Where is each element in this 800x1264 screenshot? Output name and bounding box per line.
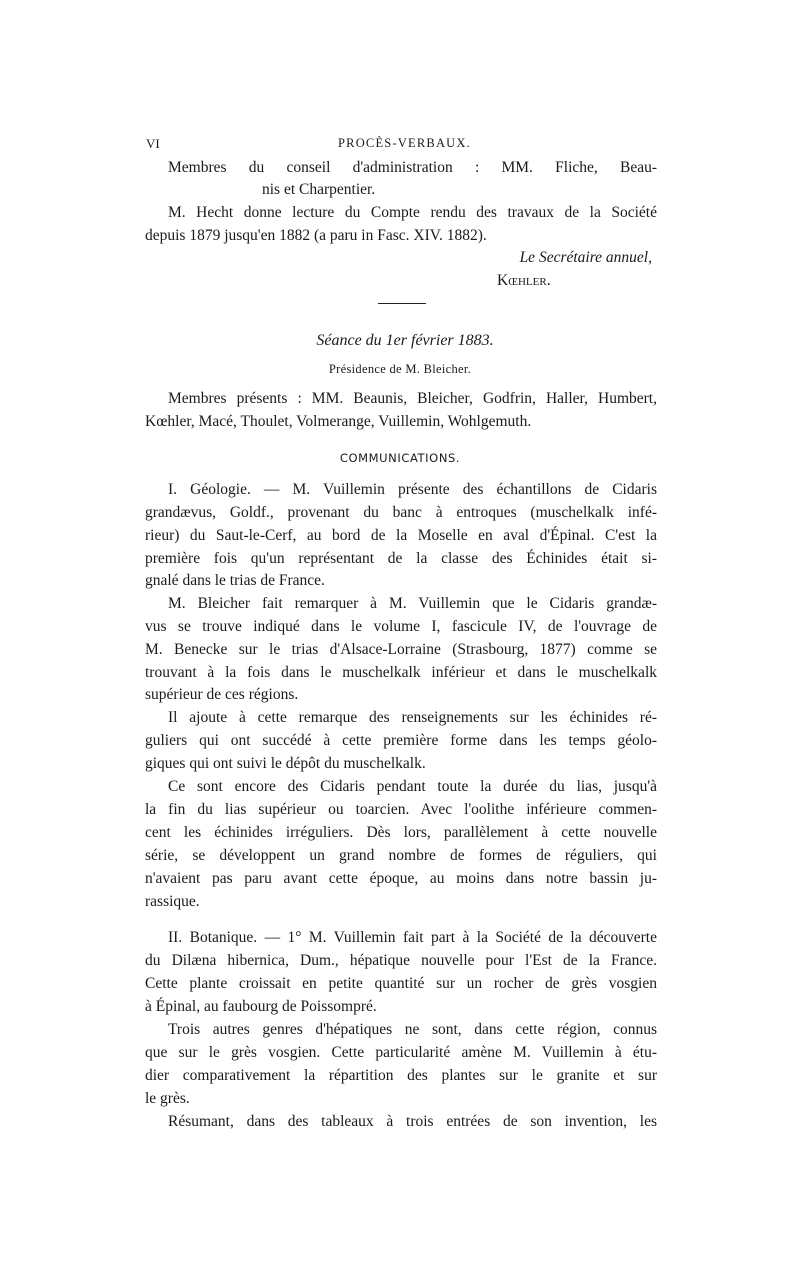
geologie-line: la fin du lias supérieur ou toarcien. Avec l'oolithe inférieure commen- (145, 801, 657, 818)
geologie-line: M. Bleicher fait remarquer à M. Vuillemin que le Cidaris grandæ- (168, 595, 657, 612)
presidence: Présidence de M. Bleicher. (328, 362, 472, 376)
geologie-line: série, se développent un grand nombre de formes de réguliers, qui (145, 847, 657, 864)
geologie-line: I. Géologie. — M. Vuillemin présente des échantillons de Cidaris (168, 481, 657, 498)
botanique-line: à Épinal, au faubourg de Poissompré. (145, 998, 377, 1015)
botanique-line: Trois autres genres d'hépatiques ne sont, dans cette région, connus (168, 1021, 657, 1038)
conseil-line-1: Membres du conseil d'administration : MM. Fliche, Beau- (168, 159, 657, 176)
botanique-line: Résumant, dans des tableaux à trois entrées de son invention, les (168, 1113, 657, 1130)
geologie-line: rieur) du Saut-le-Cerf, au bord de la Moselle en aval d'Épinal. C'est la (145, 527, 657, 544)
geologie-line: Il ajoute à cette remarque des renseignements sur les échinides ré- (168, 709, 657, 726)
geologie-line: n'avaient pas paru avant cette époque, au moins dans notre bassin ju- (145, 870, 657, 887)
secretaire-name: Kœhler. (497, 272, 551, 289)
botanique-line: dier comparativement la répartition des plantes sur le granite et sur (145, 1067, 657, 1084)
hecht-line-2: depuis 1879 jusqu'en 1882 (a paru in Fasc. XIV. 1882). (145, 227, 487, 244)
running-title: PROCÈS-VERBAUX. (338, 136, 471, 150)
secretaire-role: Le Secrétaire annuel, (519, 249, 652, 266)
page-number: VI (146, 136, 160, 151)
geologie-line: M. Benecke sur le trias d'Alsace-Lorraine (Strasbourg, 1877) comme se (145, 641, 657, 658)
geologie-line: Ce sont encore des Cidaris pendant toute la durée du lias, jusqu'à (168, 778, 657, 795)
botanique-line: que sur le grès vosgien. Cette particularité amène M. Vuillemin à étu- (145, 1044, 657, 1061)
section-divider (378, 303, 426, 304)
botanique-line: du Dilæna hibernica, Dum., hépatique nouvelle pour l'Est de la France. (145, 952, 657, 969)
conseil-line-2: nis et Charpentier. (262, 181, 376, 198)
seance-title: Séance du 1er février 1883. (316, 332, 494, 349)
geologie-line: gnalé dans le trias de France. (145, 572, 325, 589)
presents-line-1: Membres présents : MM. Beaunis, Bleicher, Godfrin, Haller, Humbert, (168, 390, 657, 407)
botanique-line: II. Botanique. — 1° M. Vuillemin fait part à la Société de la découverte (168, 929, 657, 946)
geologie-line: supérieur de ces régions. (145, 686, 299, 703)
geologie-line: guliers qui ont succédé à cette première forme dans les temps géolo- (145, 732, 657, 749)
geologie-line: trouvant à la fois dans le muschelkalk inférieur et dans le muschelkalk (145, 664, 657, 681)
geologie-line: rassique. (145, 893, 200, 910)
communications-heading: COMMUNICATIONS. (339, 451, 461, 465)
presents-line-2: Kœhler, Macé, Thoulet, Volmerange, Vuillemin, Wohlgemuth. (145, 413, 532, 430)
geologie-line: vus se trouve indiqué dans le volume I, fascicule IV, de l'ouvrage de (145, 618, 657, 635)
geologie-line: giques qui ont suivi le dépôt du muschelkalk. (145, 755, 426, 772)
botanique-line: le grès. (145, 1090, 190, 1107)
botanique-line: Cette plante croissait en petite quantité sur un rocher de grès vosgien (145, 975, 657, 992)
geologie-line: première fois qu'un représentant de la classe des Échinides était si- (145, 550, 657, 567)
geologie-line: cent les échinides irréguliers. Dès lors, parallèlement à cette nouvelle (145, 824, 657, 841)
hecht-line-1: M. Hecht donne lecture du Compte rendu des travaux de la Société (168, 204, 657, 221)
geologie-line: grandævus, Goldf., provenant du banc à entroques (muschelkalk infé- (145, 504, 657, 521)
